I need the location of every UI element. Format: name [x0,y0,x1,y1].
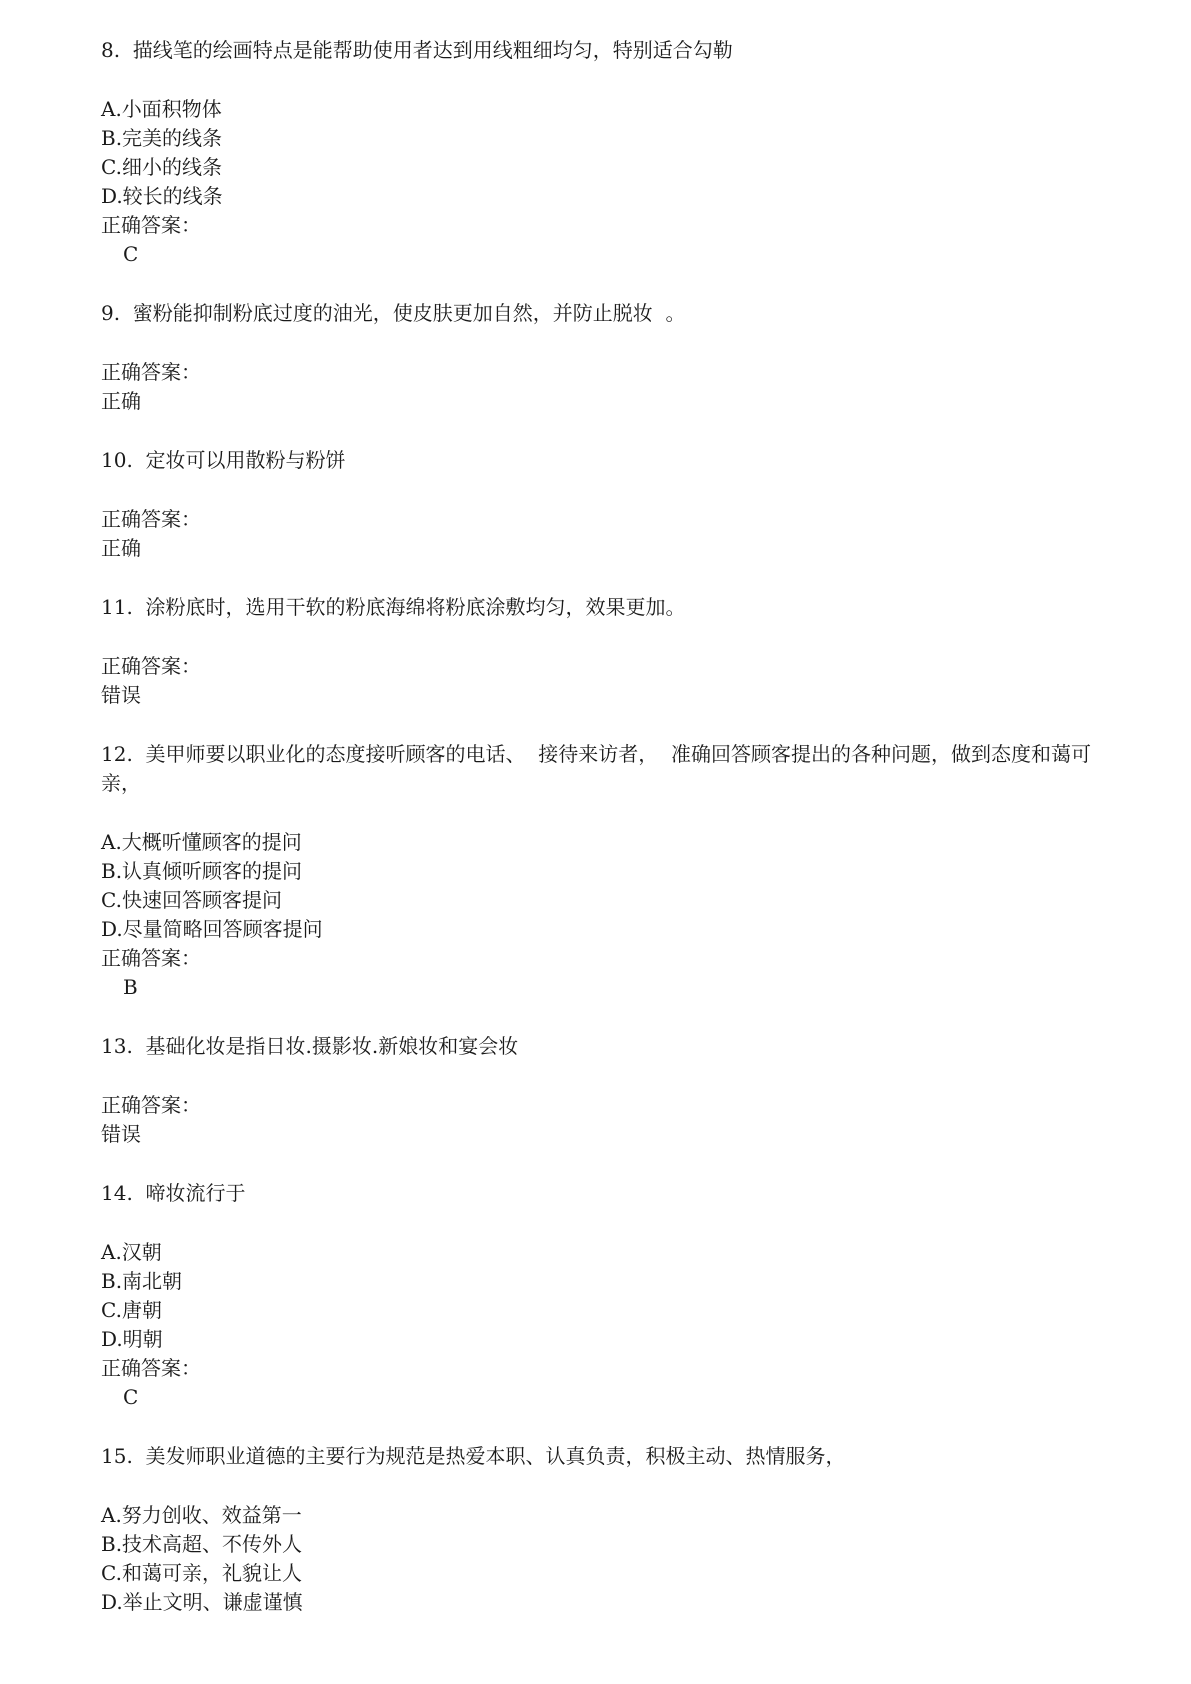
option-c: C.细小的线条 [101,155,222,179]
option-b: B.认真倾听顾客的提问 [101,859,303,883]
answer-value: C [123,1385,139,1409]
question-stem: 9. 蜜粉能抑制粉底过度的油光，使皮肤更加自然，并防止脱妆 。 [101,301,686,325]
option-a: A.汉朝 [101,1240,162,1264]
option-d: D.尽量简略回答顾客提问 [101,917,323,941]
question-15 [101,1442,1101,1617]
answer-label: 正确答案： [101,1356,201,1380]
question-stem: 14. 啼妆流行于 [101,1181,246,1205]
answer-value: 正确 [101,536,141,560]
answer-label: 正确答案： [101,946,201,970]
answer-label: 正确答案： [101,1093,201,1117]
answer-label: 正确答案： [101,360,201,384]
option-d: D.举止文明、谦虚谨慎 [101,1590,303,1614]
answer-label: 正确答案： [101,654,201,678]
option-list [101,828,1101,944]
option-c: C.和蔼可亲，礼貌让人 [101,1561,302,1585]
question-10 [101,446,1101,593]
answer-value: 错误 [101,1122,141,1146]
option-d: D.明朝 [101,1327,163,1351]
question-14 [101,1179,1101,1442]
answer-label: 正确答案： [101,213,201,237]
question-12 [101,740,1101,1032]
question-stem: 15. 美发师职业道德的主要行为规范是热爱本职、认真负责，积极主动、热情服务， [101,1444,846,1468]
answer-value: 正确 [101,389,141,413]
question-stem: 10. 定妆可以用散粉与粉饼 [101,448,346,472]
option-list [101,95,1101,211]
option-a: A.大概听懂顾客的提问 [101,830,302,854]
question-11 [101,593,1101,740]
question-13 [101,1032,1101,1179]
option-d: D.较长的线条 [101,184,223,208]
answer-label: 正确答案： [101,507,201,531]
document-body [101,36,1101,1617]
option-b: B.技术高超、不传外人 [101,1532,303,1556]
answer-value: 错误 [101,683,141,707]
option-c: C.快速回答顾客提问 [101,888,282,912]
option-list [101,1238,1101,1354]
option-c: C.唐朝 [101,1298,162,1322]
option-list [101,1501,1101,1617]
answer-value: B [123,975,138,999]
question-9 [101,299,1101,446]
question-stem: 11. 涂粉底时，选用干软的粉底海绵将粉底涂敷均匀，效果更加。 [101,595,686,619]
question-stem: 13. 基础化妆是指日妆.摄影妆.新娘妆和宴会妆 [101,1034,519,1058]
question-stem: 8. 描线笔的绘画特点是能帮助使用者达到用线粗细均匀，特别适合勾勒 [101,38,733,62]
option-b: B.南北朝 [101,1269,183,1293]
question-8 [101,36,1101,299]
option-a: A.小面积物体 [101,97,222,121]
option-b: B.完美的线条 [101,126,223,150]
question-stem: 12. 美甲师要以职业化的态度接听顾客的电话、 接待来访者， 准确回答顾客提出的各种问题，做到态度和蔼可亲， [101,742,1091,795]
option-a: A.努力创收、效益第一 [101,1503,302,1527]
answer-value: C [123,242,139,266]
